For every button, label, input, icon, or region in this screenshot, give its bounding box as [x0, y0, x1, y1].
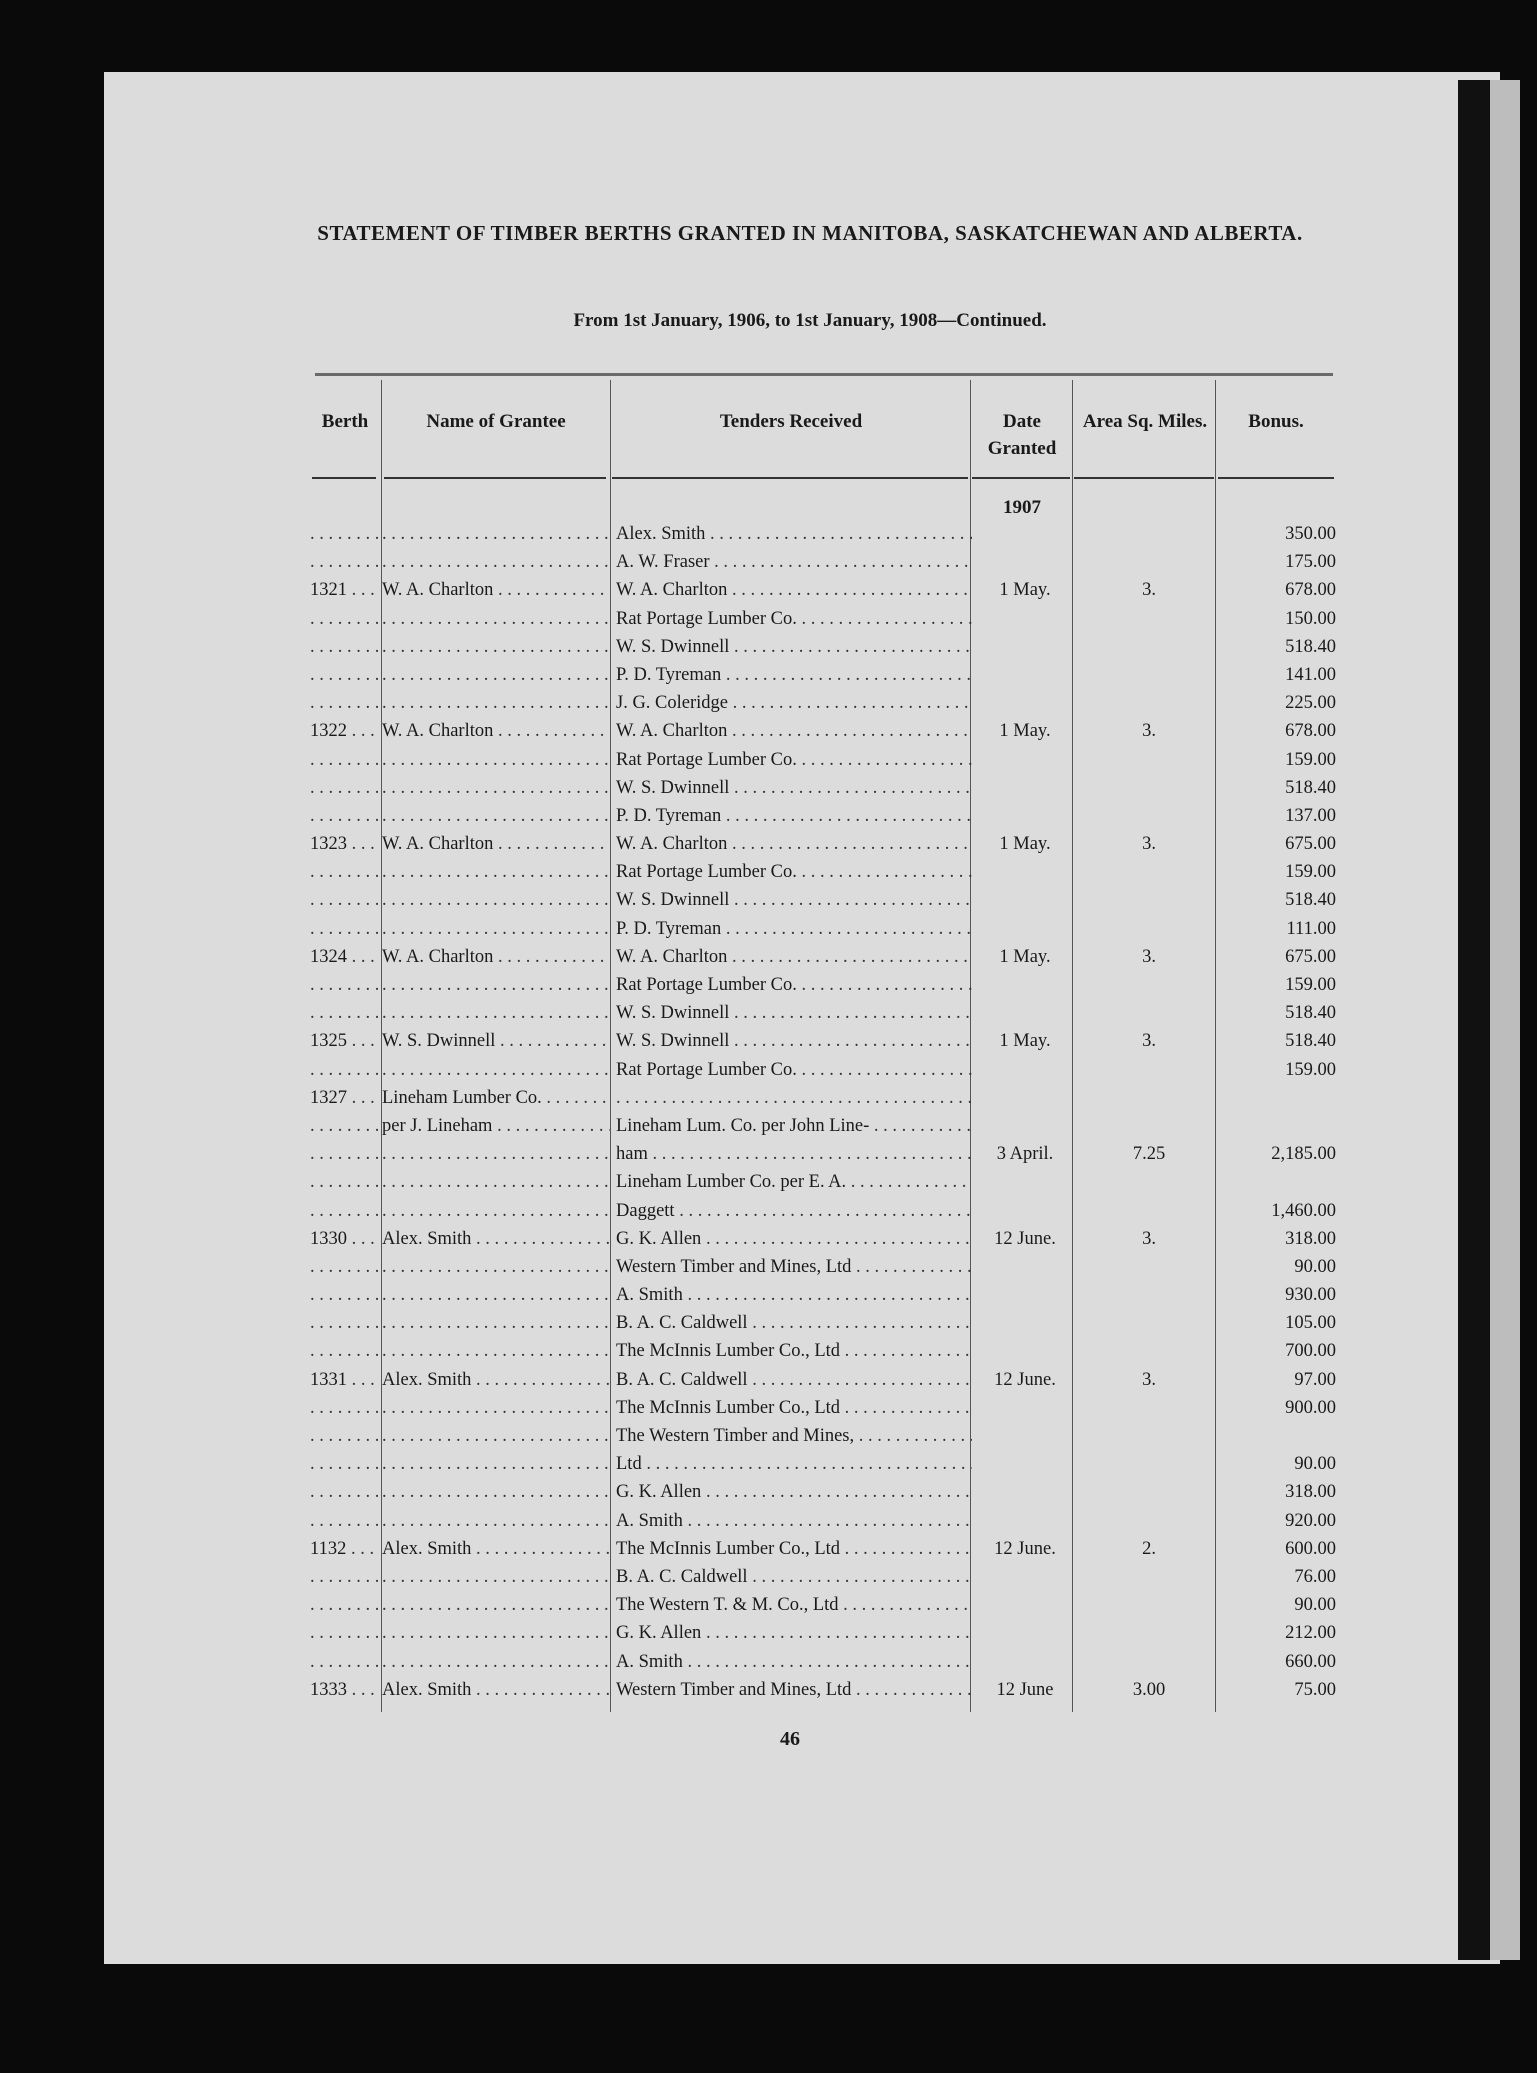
tender-cell: W. S. Dwinnell . . .	[616, 1031, 972, 1052]
tender-cell: Western Timber and Mines, Ltd . . .	[616, 1257, 972, 1278]
bonus-cell: 159.00	[1285, 1059, 1336, 1080]
tender-cell: The McInnis Lumber Co., Ltd . . .	[616, 1539, 972, 1560]
grantee-cell: Alex. Smith . . .	[382, 1539, 610, 1560]
area-cell: 7.25	[1132, 1144, 1166, 1165]
tender-cell: J. G. Coleridge . . .	[616, 693, 972, 714]
tender-cell: Rat Portage Lumber Co. . . .	[616, 975, 972, 996]
bonus-cell: 90.00	[1294, 1256, 1336, 1277]
grantee-cell	[382, 1454, 610, 1475]
tender-cell: W. A. Charlton . . .	[616, 580, 972, 601]
header-underline	[612, 477, 968, 479]
berth-cell	[310, 975, 378, 996]
date-cell: 1 May.	[999, 834, 1051, 855]
area-cell: 3.	[1142, 721, 1156, 742]
grantee-cell	[382, 1313, 610, 1334]
table-row	[310, 1398, 1340, 1426]
date-cell: 1 May.	[999, 946, 1051, 967]
table-row	[310, 1539, 1340, 1567]
tender-cell: W. S. Dwinnell . . .	[616, 778, 972, 799]
bonus-cell: 137.00	[1285, 805, 1336, 826]
date-cell: 12 June.	[994, 1538, 1056, 1559]
area-cell: 3.	[1142, 946, 1156, 967]
bonus-cell: 660.00	[1285, 1651, 1336, 1672]
grantee-cell	[382, 1060, 610, 1081]
berth-cell	[310, 1623, 378, 1644]
grantee-cell: W. S. Dwinnell . . .	[382, 1031, 610, 1052]
berth-cell	[310, 919, 378, 940]
tender-cell: The McInnis Lumber Co., Ltd . . .	[616, 1341, 972, 1362]
date-cell: 1 May.	[999, 580, 1051, 601]
table-row	[310, 778, 1340, 806]
table-row	[310, 1341, 1340, 1369]
grantee-cell	[382, 1201, 610, 1222]
header-area: Area Sq. Miles.	[1082, 411, 1208, 432]
grantee-cell	[382, 919, 610, 940]
berth-cell	[310, 890, 378, 911]
berth-cell: 1321 . . .	[310, 580, 378, 601]
grantee-cell	[382, 1257, 610, 1278]
bonus-cell: 900.00	[1285, 1397, 1336, 1418]
table-row	[310, 919, 1340, 947]
tender-cell: G. K. Allen . . .	[616, 1482, 972, 1503]
table-row	[310, 1426, 1340, 1454]
tender-cell: A. Smith . . .	[616, 1652, 972, 1673]
grantee-cell	[382, 862, 610, 883]
table-row	[310, 1595, 1340, 1623]
bonus-cell: 920.00	[1285, 1510, 1336, 1531]
grantee-cell: W. A. Charlton . . .	[382, 580, 610, 601]
berth-cell	[310, 1201, 378, 1222]
table-row	[310, 1144, 1340, 1172]
header-berth: Berth	[321, 411, 369, 432]
berth-cell	[310, 637, 378, 658]
bonus-cell: 518.40	[1285, 636, 1336, 657]
grantee-cell	[382, 806, 610, 827]
berth-cell	[310, 1003, 378, 1024]
bonus-cell: 675.00	[1285, 834, 1336, 855]
grantee-cell	[382, 975, 610, 996]
tender-cell: ham . . .	[616, 1144, 972, 1165]
bonus-cell: 678.00	[1285, 580, 1336, 601]
table-row	[310, 1229, 1340, 1257]
berth-cell	[310, 1144, 378, 1165]
berth-cell: 1333 . . .	[310, 1680, 378, 1701]
bonus-cell: 518.40	[1285, 1031, 1336, 1052]
tender-cell: P. D. Tyreman . . .	[616, 806, 972, 827]
berth-cell	[310, 1511, 378, 1532]
grantee-cell	[382, 1511, 610, 1532]
tender-cell: G. K. Allen . . .	[616, 1229, 972, 1250]
berth-cell	[310, 665, 378, 686]
table-row	[310, 721, 1340, 749]
bonus-cell: 159.00	[1285, 749, 1336, 770]
table-row	[310, 1652, 1340, 1680]
grantee-cell	[382, 1398, 610, 1419]
tender-cell: Western Timber and Mines, Ltd . . .	[616, 1680, 972, 1701]
table-row	[310, 975, 1340, 1003]
tender-cell: The Western T. & M. Co., Ltd . . .	[616, 1595, 972, 1616]
header-tenders: Tenders Received	[719, 411, 863, 432]
area-cell: 3.	[1142, 1228, 1156, 1249]
tender-cell: B. A. C. Caldwell . . .	[616, 1370, 972, 1391]
berth-cell	[310, 1595, 378, 1616]
area-cell: 3.	[1142, 1031, 1156, 1052]
grantee-cell	[382, 665, 610, 686]
bonus-cell: 318.00	[1285, 1228, 1336, 1249]
table-row	[310, 1567, 1340, 1595]
grantee-cell: Alex. Smith . . .	[382, 1680, 610, 1701]
tender-cell: Alex. Smith . . .	[616, 524, 972, 545]
berth-cell: 1330 . . .	[310, 1229, 378, 1250]
bonus-cell: 97.00	[1294, 1369, 1336, 1390]
table-row	[310, 1003, 1340, 1031]
table-row	[310, 1313, 1340, 1341]
grantee-cell	[382, 890, 610, 911]
tender-cell: G. K. Allen . . .	[616, 1623, 972, 1644]
berth-cell	[310, 1482, 378, 1503]
table-row	[310, 1454, 1340, 1482]
tender-cell: A. Smith . . .	[616, 1511, 972, 1532]
berth-cell	[310, 1567, 378, 1588]
berth-cell: 1325 . . .	[310, 1031, 378, 1052]
berth-cell	[310, 1652, 378, 1673]
date-cell: 1 May.	[999, 1031, 1051, 1052]
berth-cell	[310, 1454, 378, 1475]
berth-cell	[310, 1313, 378, 1334]
grantee-cell: Alex. Smith . . .	[382, 1229, 610, 1250]
year-heading: 1907	[1003, 497, 1041, 518]
table-row	[310, 637, 1340, 665]
bonus-cell: 518.40	[1285, 1003, 1336, 1024]
table-row	[310, 834, 1340, 862]
berth-cell	[310, 1398, 378, 1419]
grantee-cell	[382, 1567, 610, 1588]
bonus-cell: 175.00	[1285, 552, 1336, 573]
tender-cell: Rat Portage Lumber Co. . . .	[616, 862, 972, 883]
bonus-cell: 111.00	[1286, 918, 1336, 939]
area-cell: 3.	[1142, 834, 1156, 855]
table-row	[310, 1201, 1340, 1229]
table-row	[310, 1031, 1340, 1059]
date-cell: 12 June	[996, 1679, 1054, 1700]
grantee-cell: Lineham Lumber Co. . . .	[382, 1088, 610, 1109]
area-cell: 2.	[1142, 1538, 1156, 1559]
tender-cell: W. S. Dwinnell . . .	[616, 637, 972, 658]
binding-shadow	[1458, 80, 1490, 1960]
tender-cell: Daggett . . .	[616, 1201, 972, 1222]
header-name: Name of Grantee	[426, 411, 566, 432]
grantee-cell	[382, 750, 610, 771]
bonus-cell: 678.00	[1285, 721, 1336, 742]
berth-cell: 1132 . . .	[310, 1539, 378, 1560]
table-row	[310, 1285, 1340, 1313]
facing-page-edge	[1490, 80, 1520, 1960]
berth-cell	[310, 862, 378, 883]
berth-cell: 1327 . . .	[310, 1088, 378, 1109]
bonus-cell: 159.00	[1285, 862, 1336, 883]
berth-cell	[310, 1426, 378, 1447]
grantee-cell	[382, 1341, 610, 1362]
berth-cell	[310, 778, 378, 799]
grantee-cell	[382, 1595, 610, 1616]
bonus-cell: 225.00	[1285, 693, 1336, 714]
tender-cell	[616, 1088, 972, 1109]
top-rule	[315, 373, 1333, 376]
table-row	[310, 552, 1340, 580]
header-bonus: Bonus.	[1248, 411, 1304, 432]
tender-cell: P. D. Tyreman . . .	[616, 665, 972, 686]
table-row	[310, 693, 1340, 721]
bonus-cell: 675.00	[1285, 946, 1336, 967]
date-cell: 12 June.	[994, 1369, 1056, 1390]
table-row	[310, 609, 1340, 637]
table-row	[310, 1172, 1340, 1200]
grantee-cell	[382, 1285, 610, 1306]
grantee-cell	[382, 609, 610, 630]
page-subtitle: From 1st January, 1906, to 1st January, 1908—Continued.	[573, 310, 1047, 331]
grantee-cell: Alex. Smith . . .	[382, 1370, 610, 1391]
tender-cell: Rat Portage Lumber Co. . . .	[616, 1060, 972, 1081]
berth-cell	[310, 693, 378, 714]
table-row	[310, 1088, 1340, 1116]
header-underline	[384, 477, 606, 479]
header-underline	[972, 477, 1070, 479]
date-cell: 1 May.	[999, 721, 1051, 742]
grantee-cell	[382, 637, 610, 658]
bonus-cell: 318.00	[1285, 1482, 1336, 1503]
date-cell: 3 April.	[996, 1144, 1054, 1165]
berth-cell	[310, 806, 378, 827]
grantee-cell: W. A. Charlton . . .	[382, 721, 610, 742]
table-row	[310, 524, 1340, 552]
grantee-cell: W. A. Charlton . . .	[382, 947, 610, 968]
berth-cell	[310, 552, 378, 573]
berth-cell	[310, 1257, 378, 1278]
bonus-cell: 2,185.00	[1271, 1144, 1336, 1165]
tender-cell: Rat Portage Lumber Co. . . .	[616, 609, 972, 630]
bonus-cell: 159.00	[1285, 975, 1336, 995]
table-row	[310, 750, 1340, 778]
berth-cell	[310, 1341, 378, 1362]
table-row	[310, 862, 1340, 890]
grantee-cell	[382, 778, 610, 799]
tender-cell: Lineham Lum. Co. per John Line- . . .	[616, 1116, 972, 1137]
berth-cell: 1322 . . .	[310, 721, 378, 742]
table-row	[310, 1060, 1340, 1088]
tender-cell: W. A. Charlton . . .	[616, 721, 972, 742]
tender-cell: W. A. Charlton . . .	[616, 947, 972, 968]
berth-cell	[310, 1060, 378, 1081]
bonus-cell: 75.00	[1294, 1679, 1336, 1700]
table-row	[310, 806, 1340, 834]
tender-cell: P. D. Tyreman . . .	[616, 919, 972, 940]
grantee-cell	[382, 693, 610, 714]
tender-cell: The Western Timber and Mines, . . .	[616, 1426, 972, 1447]
berth-cell	[310, 1285, 378, 1306]
berth-cell	[310, 1116, 378, 1137]
bonus-cell: 600.00	[1285, 1538, 1336, 1559]
tender-cell: Ltd . . .	[616, 1454, 972, 1475]
grantee-cell	[382, 1482, 610, 1503]
grantee-cell	[382, 524, 610, 545]
timber-berth-table	[310, 524, 1340, 1708]
page-title: STATEMENT OF TIMBER BERTHS GRANTED IN MANITOBA, SASKATCHEWAN AND ALBERTA.	[317, 221, 1303, 245]
table-row	[310, 890, 1340, 918]
berth-cell: 1323 . . .	[310, 834, 378, 855]
bonus-cell: 212.00	[1285, 1623, 1336, 1644]
grantee-cell	[382, 1652, 610, 1673]
bonus-cell: 90.00	[1294, 1595, 1336, 1616]
berth-cell	[310, 609, 378, 630]
tender-cell: A. W. Fraser . . .	[616, 552, 972, 573]
bonus-cell: 150.00	[1285, 608, 1336, 629]
berth-cell	[310, 750, 378, 771]
berth-cell: 1324 . . .	[310, 947, 378, 968]
table-row	[310, 947, 1340, 975]
bonus-cell: 1,460.00	[1271, 1200, 1336, 1221]
bonus-cell: 350.00	[1285, 524, 1336, 544]
grantee-cell	[382, 1623, 610, 1644]
grantee-cell	[382, 1003, 610, 1024]
bonus-cell: 76.00	[1294, 1566, 1336, 1587]
berth-cell: 1331 . . .	[310, 1370, 378, 1391]
bonus-cell: 930.00	[1285, 1285, 1336, 1306]
bonus-cell: 105.00	[1285, 1313, 1336, 1334]
grantee-cell	[382, 1144, 610, 1165]
grantee-cell	[382, 1426, 610, 1447]
berth-cell	[310, 524, 378, 545]
header-underline	[1074, 477, 1214, 479]
bonus-cell: 90.00	[1294, 1454, 1336, 1475]
table-row	[310, 1116, 1340, 1144]
table-row	[310, 1482, 1340, 1510]
tender-cell: The McInnis Lumber Co., Ltd . . .	[616, 1398, 972, 1419]
table-row	[310, 1257, 1340, 1285]
bonus-cell: 141.00	[1285, 664, 1336, 685]
grantee-cell	[382, 552, 610, 573]
grantee-cell	[382, 1172, 610, 1193]
date-cell: 12 June.	[994, 1228, 1056, 1249]
tender-cell: A. Smith . . .	[616, 1285, 972, 1306]
berth-cell	[310, 1172, 378, 1193]
grantee-cell: per J. Lineham . . .	[382, 1116, 610, 1137]
area-cell: 3.00	[1132, 1679, 1166, 1700]
header-underline	[1218, 477, 1334, 479]
bonus-cell: 700.00	[1285, 1341, 1336, 1362]
tender-cell: W. S. Dwinnell . . .	[616, 1003, 972, 1024]
tender-cell: Lineham Lumber Co. per E. A. . . .	[616, 1172, 972, 1193]
area-cell: 3.	[1142, 580, 1156, 601]
tender-cell: W. S. Dwinnell . . .	[616, 890, 972, 911]
page-number: 46	[780, 1728, 800, 1750]
table-row	[310, 1511, 1340, 1539]
table-row	[310, 665, 1340, 693]
table-row	[310, 1370, 1340, 1398]
table-row	[310, 1623, 1340, 1651]
table-row	[310, 1680, 1340, 1708]
table-row	[310, 580, 1340, 608]
bonus-cell: 518.40	[1285, 890, 1336, 911]
header-date: Date Granted	[987, 411, 1057, 459]
tender-cell: B. A. C. Caldwell . . .	[616, 1567, 972, 1588]
grantee-cell: W. A. Charlton . . .	[382, 834, 610, 855]
tender-cell: W. A. Charlton . . .	[616, 834, 972, 855]
area-cell: 3.	[1142, 1369, 1156, 1390]
header-underline	[312, 477, 376, 479]
tender-cell: B. A. C. Caldwell . . .	[616, 1313, 972, 1334]
bonus-cell: 518.40	[1285, 777, 1336, 798]
tender-cell: Rat Portage Lumber Co. . . .	[616, 750, 972, 771]
